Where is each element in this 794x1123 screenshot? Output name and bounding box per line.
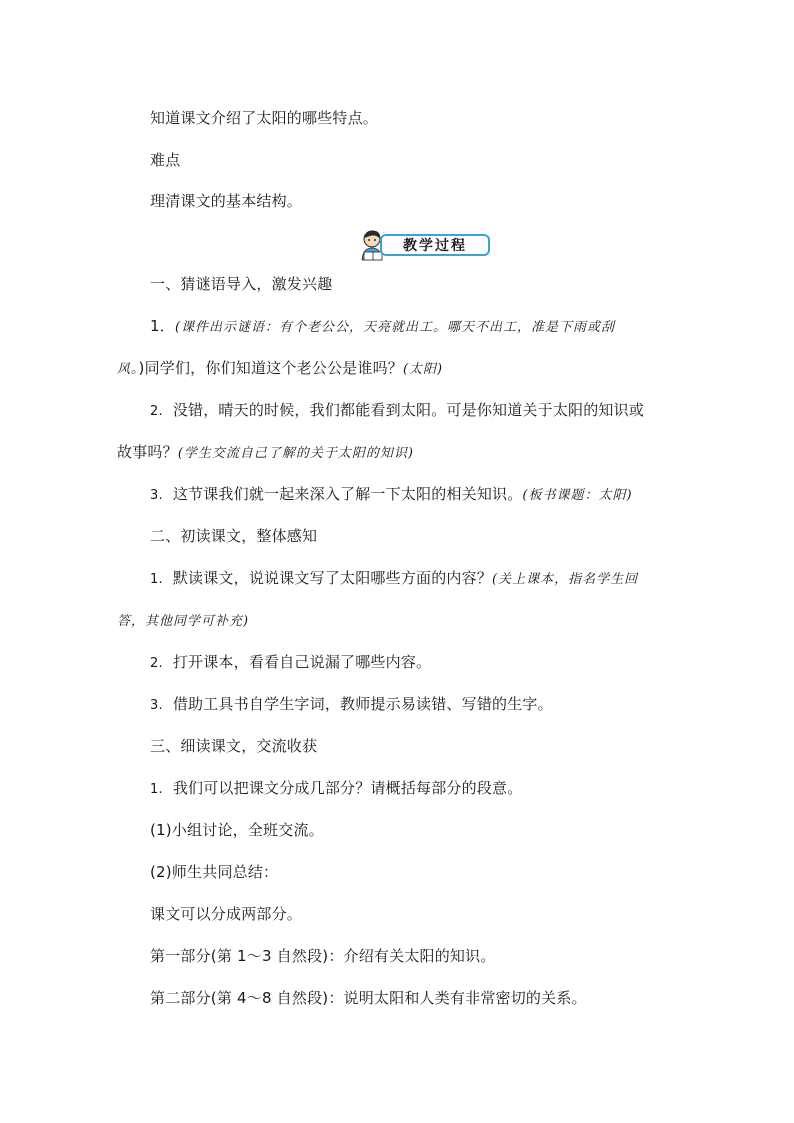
- item-number: 2.: [150, 404, 163, 419]
- teacher-note: (太阳): [402, 362, 444, 377]
- summary-line-1: 课文可以分成两部分。: [150, 905, 303, 923]
- teacher-note: (关上课本，指名学生回: [492, 572, 639, 587]
- reading-step-2: [150, 652, 431, 674]
- objective-line: 知道课文介绍了太阳的哪些特点。: [150, 109, 379, 127]
- summary-line-3: 第二部分(第 4～8 自然段)：说明太阳和人类有非常密切的关系。: [150, 989, 587, 1007]
- body-text: 故事吗？: [117, 443, 178, 461]
- section-heading-3: 三、细读课文，交流收获: [150, 737, 318, 755]
- body-text: 我们可以把课文分成几部分？请概括每部分的段意。: [172, 779, 523, 797]
- body-text: )同学们，你们知道这个老公公是谁吗？: [138, 359, 403, 377]
- sub-step-1: (1)小组讨论，全班交流。: [150, 821, 324, 839]
- summary-line-2: 第一部分(第 1～3 自然段)：介绍有关太阳的知识。: [150, 947, 496, 965]
- item-number: 1.: [150, 572, 163, 587]
- reading-step-1-line-1: [150, 568, 638, 590]
- paragraph-3: [150, 484, 633, 506]
- reading-step-1-line-2: [117, 610, 249, 632]
- paragraph-2-line-1: [150, 400, 644, 422]
- teacher-note: 答，其他同学可补充): [117, 614, 250, 629]
- item-number: 3.: [150, 488, 163, 503]
- paragraph-1-line-2: [117, 358, 443, 380]
- item-number: 2.: [150, 656, 163, 671]
- reading-step-3: [150, 694, 553, 716]
- paragraph-2-line-2: [117, 442, 414, 464]
- teacher-note: (学生交流自己了解的关于太阳的知识): [177, 446, 414, 461]
- body-text: 借助工具书自学生字词，教师提示易读错、写错的生字。: [172, 695, 553, 713]
- body-text: 默读课文，说说课文写了太阳哪些方面的内容？: [172, 569, 493, 587]
- teacher-note: (课件出示谜语：有个老公公，天亮就出工。哪天不出工，准是下雨或刮: [174, 320, 616, 335]
- body-text: 没错，晴天的时候，我们都能看到太阳。可是你知道关于太阳的知识或: [172, 401, 645, 419]
- close-reading-step-1: [150, 778, 522, 800]
- body-text: 这节课我们就一起来深入了解一下太阳的相关知识。: [172, 485, 523, 503]
- difficulty-heading: 难点: [150, 151, 181, 169]
- item-number: 3.: [150, 698, 163, 713]
- sub-step-2: (2)师生共同总结：: [150, 863, 279, 881]
- teacher-note: 风。: [117, 362, 139, 377]
- section-badge: [358, 228, 492, 262]
- section-heading-1: 一、猜谜语导入，激发兴趣: [150, 275, 333, 293]
- difficulty-line: 理清课文的基本结构。: [150, 192, 303, 210]
- section-heading-2: 二、初读课文，整体感知: [150, 527, 318, 545]
- paragraph-1-line-1: [150, 316, 615, 338]
- item-number: 1．: [150, 317, 175, 335]
- body-text: 打开课本，看看自己说漏了哪些内容。: [172, 653, 432, 671]
- teacher-note: (板书课题：太阳): [522, 488, 633, 503]
- badge-label: 教学过程: [380, 234, 490, 256]
- item-number: 1.: [150, 782, 163, 797]
